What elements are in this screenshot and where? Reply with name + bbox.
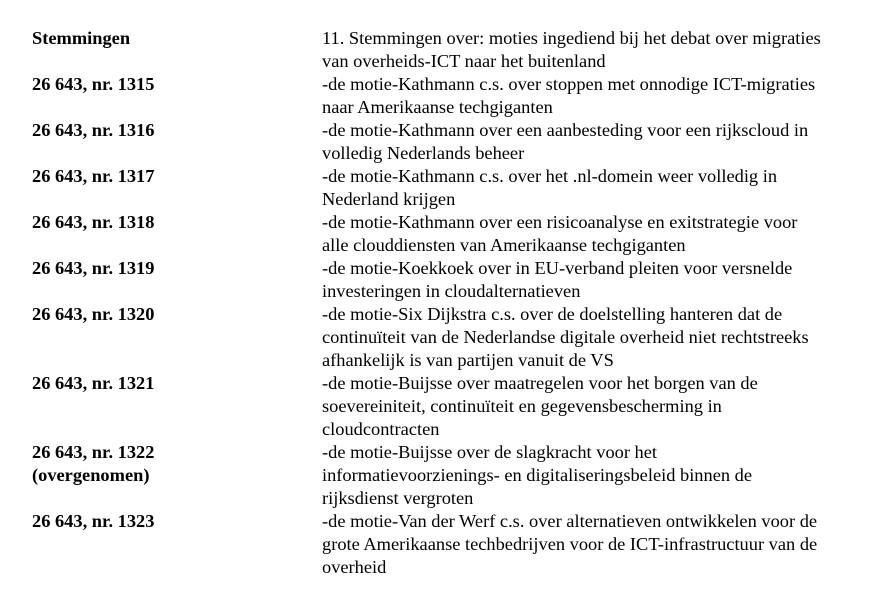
motion-description bbox=[322, 510, 872, 579]
voting-document bbox=[32, 27, 872, 579]
motion-reference-text: 26 643, nr. 1322 bbox=[32, 442, 155, 462]
motion-row bbox=[32, 441, 872, 510]
motion-line: soevereiniteit, continuïteit en gegevensbescherming in bbox=[322, 396, 722, 416]
motion-row bbox=[32, 372, 872, 441]
motion-reference-text: 26 643, nr. 1315 bbox=[32, 74, 155, 94]
motion-line: -de motie-Six Dijkstra c.s. over de doelstelling hanteren dat de bbox=[322, 304, 783, 324]
motion-description bbox=[322, 257, 872, 303]
motion-reference bbox=[32, 119, 322, 142]
motion-description bbox=[322, 165, 872, 211]
motion-reference bbox=[32, 372, 322, 395]
motion-line: afhankelijk is van partijen vanuit de VS bbox=[322, 350, 614, 370]
motion-reference-text: 26 643, nr. 1321 bbox=[32, 373, 155, 393]
motion-reference bbox=[32, 303, 322, 326]
motion-row bbox=[32, 257, 872, 303]
motion-reference-text: 26 643, nr. 1319 bbox=[32, 258, 155, 278]
motion-line: -de motie-Kathmann c.s. over het .nl-domein weer volledig in bbox=[322, 166, 778, 186]
motion-reference-text: 26 643, nr. 1323 bbox=[32, 511, 155, 531]
motion-description bbox=[322, 441, 872, 510]
motion-line: volledig Nederlands beheer bbox=[322, 143, 525, 163]
motion-description bbox=[322, 372, 872, 441]
motion-description bbox=[322, 119, 872, 165]
motion-row bbox=[32, 119, 872, 165]
intro-line: 11. Stemmingen over: moties ingediend bij het debat over migraties bbox=[322, 28, 821, 48]
motion-line: continuïteit van de Nederlandse digitale overheid niet rechtstreeks bbox=[322, 327, 809, 347]
motion-line: Nederland krijgen bbox=[322, 189, 456, 209]
motion-line: investeringen in cloudalternatieven bbox=[322, 281, 581, 301]
motion-line: alle clouddiensten van Amerikaanse techgiganten bbox=[322, 235, 686, 255]
motion-line: informatievoorzienings- en digitaliseringsbeleid binnen de bbox=[322, 465, 753, 485]
section-label bbox=[32, 27, 322, 50]
motion-line: -de motie-Kathmann over een risicoanalyse en exitstrategie voor bbox=[322, 212, 798, 232]
motion-reference-text: 26 643, nr. 1316 bbox=[32, 120, 155, 140]
motion-reference-text: 26 643, nr. 1320 bbox=[32, 304, 155, 324]
section-intro bbox=[322, 27, 872, 73]
motion-line: naar Amerikaanse techgiganten bbox=[322, 97, 553, 117]
motion-row bbox=[32, 211, 872, 257]
motion-line: -de motie-Koekkoek over in EU-verband pleiten voor versnelde bbox=[322, 258, 793, 278]
motion-line: rijksdienst vergroten bbox=[322, 488, 474, 508]
motion-reference-text: 26 643, nr. 1317 bbox=[32, 166, 155, 186]
motion-reference bbox=[32, 73, 322, 96]
motion-reference bbox=[32, 441, 322, 487]
motion-row bbox=[32, 510, 872, 579]
motion-line: -de motie-Van der Werf c.s. over alternatieven ontwikkelen voor de bbox=[322, 511, 818, 531]
motion-description bbox=[322, 211, 872, 257]
motion-reference bbox=[32, 510, 322, 533]
motion-line: -de motie-Kathmann c.s. over stoppen met onnodige ICT-migraties bbox=[322, 74, 816, 94]
motion-reference bbox=[32, 165, 322, 188]
motion-row bbox=[32, 73, 872, 119]
section-label-text: Stemmingen bbox=[32, 28, 131, 48]
motion-description bbox=[322, 303, 872, 372]
motion-line: -de motie-Buijsse over maatregelen voor het borgen van de bbox=[322, 373, 758, 393]
motion-description bbox=[322, 73, 872, 119]
motion-line: -de motie-Buijsse over de slagkracht voor het bbox=[322, 442, 658, 462]
header-row bbox=[32, 27, 872, 73]
motion-status-text: (overgenomen) bbox=[32, 465, 150, 485]
motion-line: grote Amerikaanse techbedrijven voor de ICT-infrastructuur van de bbox=[322, 534, 818, 554]
motion-reference bbox=[32, 257, 322, 280]
motion-line: overheid bbox=[322, 557, 387, 577]
motion-reference bbox=[32, 211, 322, 234]
intro-line: van overheids-ICT naar het buitenland bbox=[322, 51, 606, 71]
motion-line: -de motie-Kathmann over een aanbesteding voor een rijkscloud in bbox=[322, 120, 809, 140]
motion-row bbox=[32, 165, 872, 211]
motion-line: cloudcontracten bbox=[322, 419, 440, 439]
motion-row bbox=[32, 303, 872, 372]
motion-reference-text: 26 643, nr. 1318 bbox=[32, 212, 155, 232]
